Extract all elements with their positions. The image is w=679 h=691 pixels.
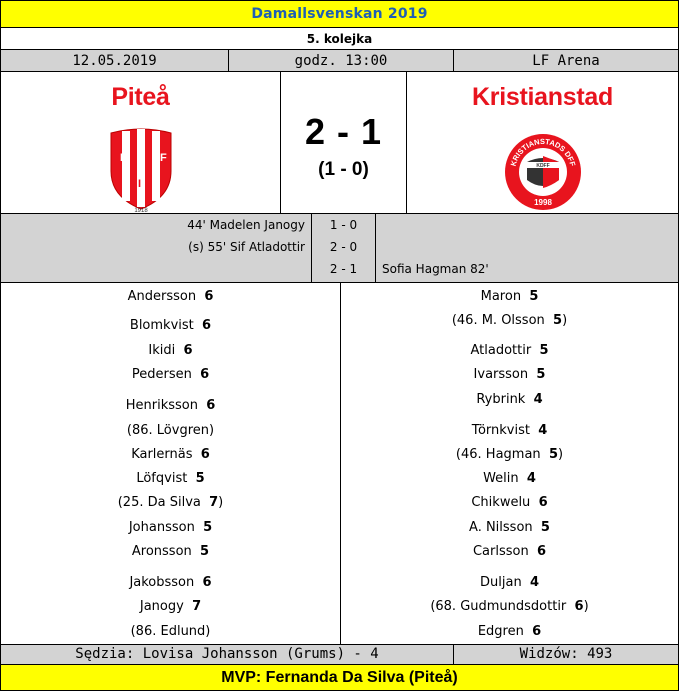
player-rating: 6	[202, 575, 212, 590]
player-rating: 6	[200, 367, 210, 382]
lineup-player	[341, 543, 678, 561]
lineup-player	[1, 470, 340, 488]
player-rating: 5	[540, 520, 550, 535]
league-title: Damallsvenskan 2019	[1, 1, 678, 28]
mvp-banner: MVP: Fernanda Da Silva (Piteå)	[1, 665, 678, 690]
player-name: Rybrink	[476, 392, 526, 407]
match-time: godz. 13:00	[229, 50, 454, 71]
player-suffix: )	[557, 447, 564, 462]
lineup-player	[1, 317, 340, 335]
lineup-player	[341, 494, 678, 512]
goal-entry: 44' Madelen Janogy	[187, 218, 305, 232]
match-date: 12.05.2019	[1, 50, 229, 71]
player-name: Johansson	[128, 520, 195, 535]
lineup-player	[1, 366, 340, 384]
lineup-player	[341, 342, 678, 360]
referee-info: Sędzia: Lovisa Johansson (Grums) - 4	[1, 645, 454, 664]
halftime-score: (1 - 0)	[318, 159, 369, 180]
player-name: Aronsson	[131, 544, 192, 559]
logo-badge: KDFF	[535, 163, 550, 169]
away-lineup	[341, 283, 678, 644]
player-rating: 6	[200, 447, 210, 462]
home-goals	[1, 214, 312, 282]
player-rating: 5	[548, 447, 558, 462]
logo-text: KRISTIANSTADS DFF	[508, 136, 577, 168]
lineup-player	[1, 342, 340, 360]
goals-section	[1, 214, 678, 283]
player-name: Janogy	[139, 599, 184, 614]
goal-entry	[382, 236, 678, 258]
goal-entry: Sofia Hagman 82'	[382, 262, 489, 276]
lineup-player	[341, 391, 678, 409]
home-team-panel	[1, 72, 281, 213]
player-suffix: )	[218, 495, 224, 510]
match-info-bar	[1, 50, 678, 72]
player-name: Blomkvist	[129, 318, 194, 333]
player-name: Pedersen	[131, 367, 192, 382]
player-name: Ivarsson	[473, 367, 529, 382]
lineups-section	[1, 283, 678, 645]
player-rating: 5	[529, 289, 539, 304]
player-rating: 6	[206, 398, 216, 413]
player-name: Andersson	[127, 289, 197, 304]
player-name: Henriksson	[125, 398, 198, 413]
home-lineup	[1, 283, 341, 644]
running-score: 1 - 0	[329, 218, 358, 232]
player-rating: 5	[553, 313, 563, 328]
running-score: 2 - 0	[329, 240, 358, 254]
round-label: 5. kolejka	[1, 28, 678, 50]
player-name: Chikwelu	[471, 495, 531, 510]
player-suffix: )	[583, 599, 589, 614]
player-rating: 4	[526, 471, 536, 486]
player-name: (86. Lövgren)	[126, 423, 215, 438]
match-venue: LF Arena	[532, 53, 600, 69]
player-name: Löfqvist	[136, 471, 188, 486]
player-rating: 6	[183, 343, 193, 358]
lineup-player	[1, 397, 340, 415]
player-name: (68. Gudmundsdottir	[430, 599, 567, 614]
player-name: A. Nilsson	[469, 520, 533, 535]
player-rating: 4	[538, 423, 548, 438]
goal-entry	[382, 214, 678, 236]
lineup-player	[341, 598, 678, 616]
home-team-name[interactable]: Piteå	[111, 83, 170, 111]
scoreboard	[1, 72, 678, 214]
logo-letter-i: I	[137, 178, 141, 190]
logo-letter-p: P	[119, 152, 127, 164]
player-name: Atladottir	[470, 343, 532, 358]
running-score: 2 - 1	[329, 262, 358, 276]
player-name: (46. M. Olsson	[451, 313, 545, 328]
final-score: 2 - 1	[304, 111, 383, 152]
logo-year: 1918	[133, 208, 148, 213]
player-rating: 4	[529, 575, 539, 590]
goal-entry	[1, 258, 305, 280]
player-name: Karlernäs	[131, 447, 193, 462]
lineup-player	[1, 623, 340, 641]
lineup-player	[1, 519, 340, 537]
lineup-player	[341, 574, 678, 592]
lineup-player	[1, 288, 340, 306]
player-name: Carlsson	[472, 544, 529, 559]
lineup-player	[341, 519, 678, 537]
attendance-info: Widzów: 493	[519, 646, 613, 662]
away-team-panel	[407, 72, 678, 213]
kristianstad-logo-icon	[503, 132, 583, 212]
away-goals	[376, 214, 678, 282]
logo-year: 1998	[533, 198, 552, 207]
footer-bar	[1, 645, 678, 665]
logo-letter-f: F	[159, 152, 167, 164]
player-name: (25. Da Silva	[117, 495, 201, 510]
pitea-logo-icon	[108, 127, 174, 213]
player-suffix: )	[562, 313, 568, 328]
player-rating: 4	[533, 392, 543, 407]
lineup-player	[341, 470, 678, 488]
player-rating: 7	[192, 599, 202, 614]
player-rating: 6	[538, 495, 548, 510]
lineup-player	[341, 366, 678, 384]
goal-scores	[312, 214, 376, 282]
player-rating: 6	[202, 318, 212, 333]
player-name: Ikidi	[148, 343, 176, 358]
lineup-player	[341, 312, 678, 330]
lineup-player	[1, 543, 340, 561]
player-rating: 5	[200, 544, 210, 559]
lineup-player	[341, 623, 678, 641]
goal-entry: (s) 55' Sif Atladottir	[188, 240, 305, 254]
score-panel	[281, 72, 407, 213]
lineup-player	[1, 598, 340, 616]
player-name: Maron	[480, 289, 522, 304]
lineup-player	[1, 574, 340, 592]
lineup-player	[1, 446, 340, 464]
player-rating: 5	[195, 471, 205, 486]
player-rating: 6	[574, 599, 584, 614]
lineup-player	[341, 446, 678, 464]
lineup-player	[1, 422, 340, 440]
player-name: Jakobsson	[129, 575, 195, 590]
player-name: (86. Edlund)	[130, 624, 211, 639]
lineup-player	[341, 422, 678, 440]
player-rating: 6	[204, 289, 214, 304]
player-rating: 7	[209, 495, 219, 510]
player-rating: 5	[539, 343, 549, 358]
player-name: Törnkvist	[471, 423, 530, 438]
player-rating: 6	[532, 624, 542, 639]
away-team-name[interactable]: Kristianstad	[472, 83, 613, 111]
player-rating: 5	[203, 520, 213, 535]
lineup-player	[341, 288, 678, 306]
player-name: Welin	[483, 471, 519, 486]
player-rating: 5	[536, 367, 546, 382]
player-rating: 6	[536, 544, 547, 559]
lineup-player	[1, 494, 340, 512]
player-name: Duljan	[480, 575, 522, 590]
player-name: (46. Hagman	[455, 447, 541, 462]
player-name: Edgren	[477, 624, 524, 639]
